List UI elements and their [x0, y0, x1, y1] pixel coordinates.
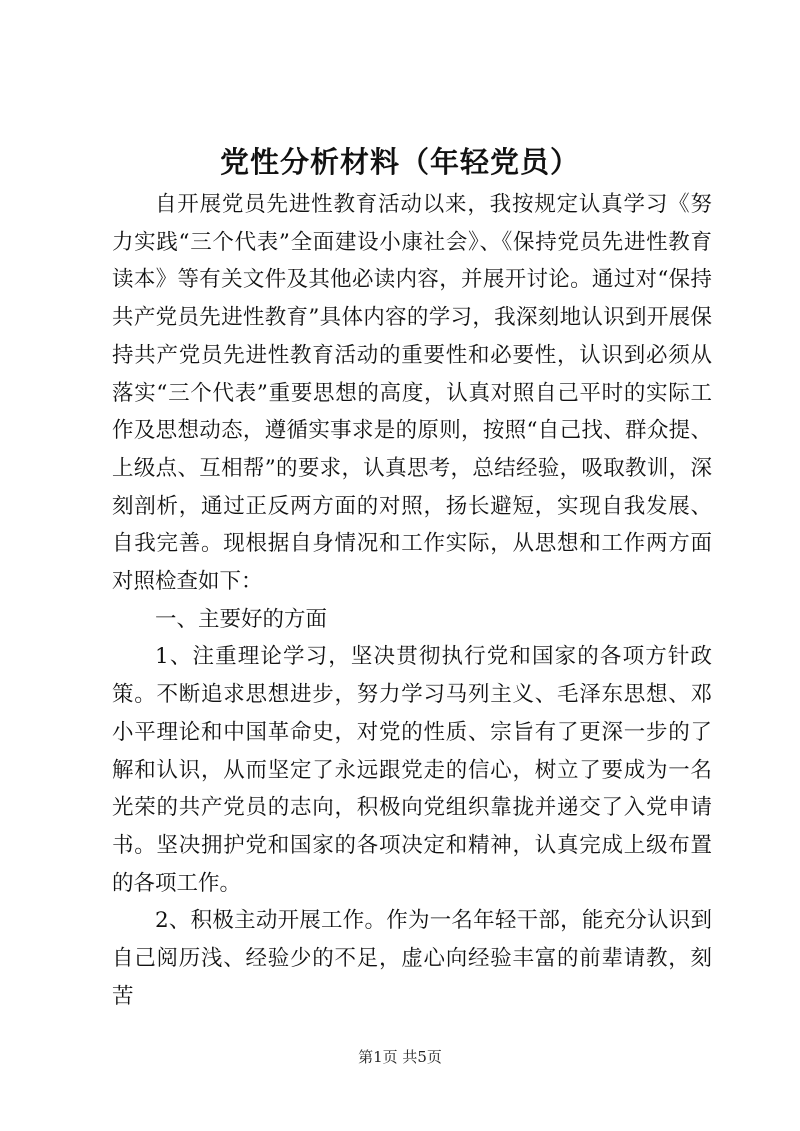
document-title: 党性分析材料（年轻党员）	[219, 145, 580, 179]
point-1-paragraph: 1、注重理论学习，坚决贯彻执行党和国家的各项方针政策。不断追求思想进步，努力学习马列主义、毛泽东思想、邓小平理论和中国革命史，对党的性质、宗旨有了更深一步的了解和认识，从而坚定了永远跟党走的信心，树立了要成为一名光荣的共产党员的志向，积极向党组织靠拢并递交了入党申请书。坚决拥护党和国家的各项决定和精神，认真完成上级布置的各项工作。	[112, 644, 712, 896]
section-heading: 一、主要好的方面	[155, 606, 328, 632]
document-body	[112, 186, 712, 1015]
page-number-footer: 第1页 共5页	[358, 1048, 442, 1066]
intro-paragraph: 自开展党员先进性教育活动以来，我按规定认真学习《努力实践“三个代表”全面建设小康社会》、《保持党员先进性教育读本》等有关文件及其他必读内容，并展开讨论。通过对“保持共产党员先进性教育”具体内容的学习，我深刻地认识到开展保持共产党员先进性教育活动的重要性和必要性，认识到必须从落实“三个代表”重要思想的高度，认真对照自己平时的实际工作及思想动态，遵循实事求是的原则，按照“自己找、群众提、上级点、互相帮”的要求，认真思考，总结经验，吸取教训，深刻剖析，通过正反两方面的对照，扬长避短，实现自我发展、自我完善。现根据自身情况和工作实际，从思想和工作两方面对照检查如下：	[112, 192, 712, 595]
point-2-paragraph: 2、积极主动开展工作。作为一名年轻干部，能充分认识到自己阅历浅、经验少的不足，虚心向经验丰富的前辈请教，刻苦	[112, 908, 712, 1009]
